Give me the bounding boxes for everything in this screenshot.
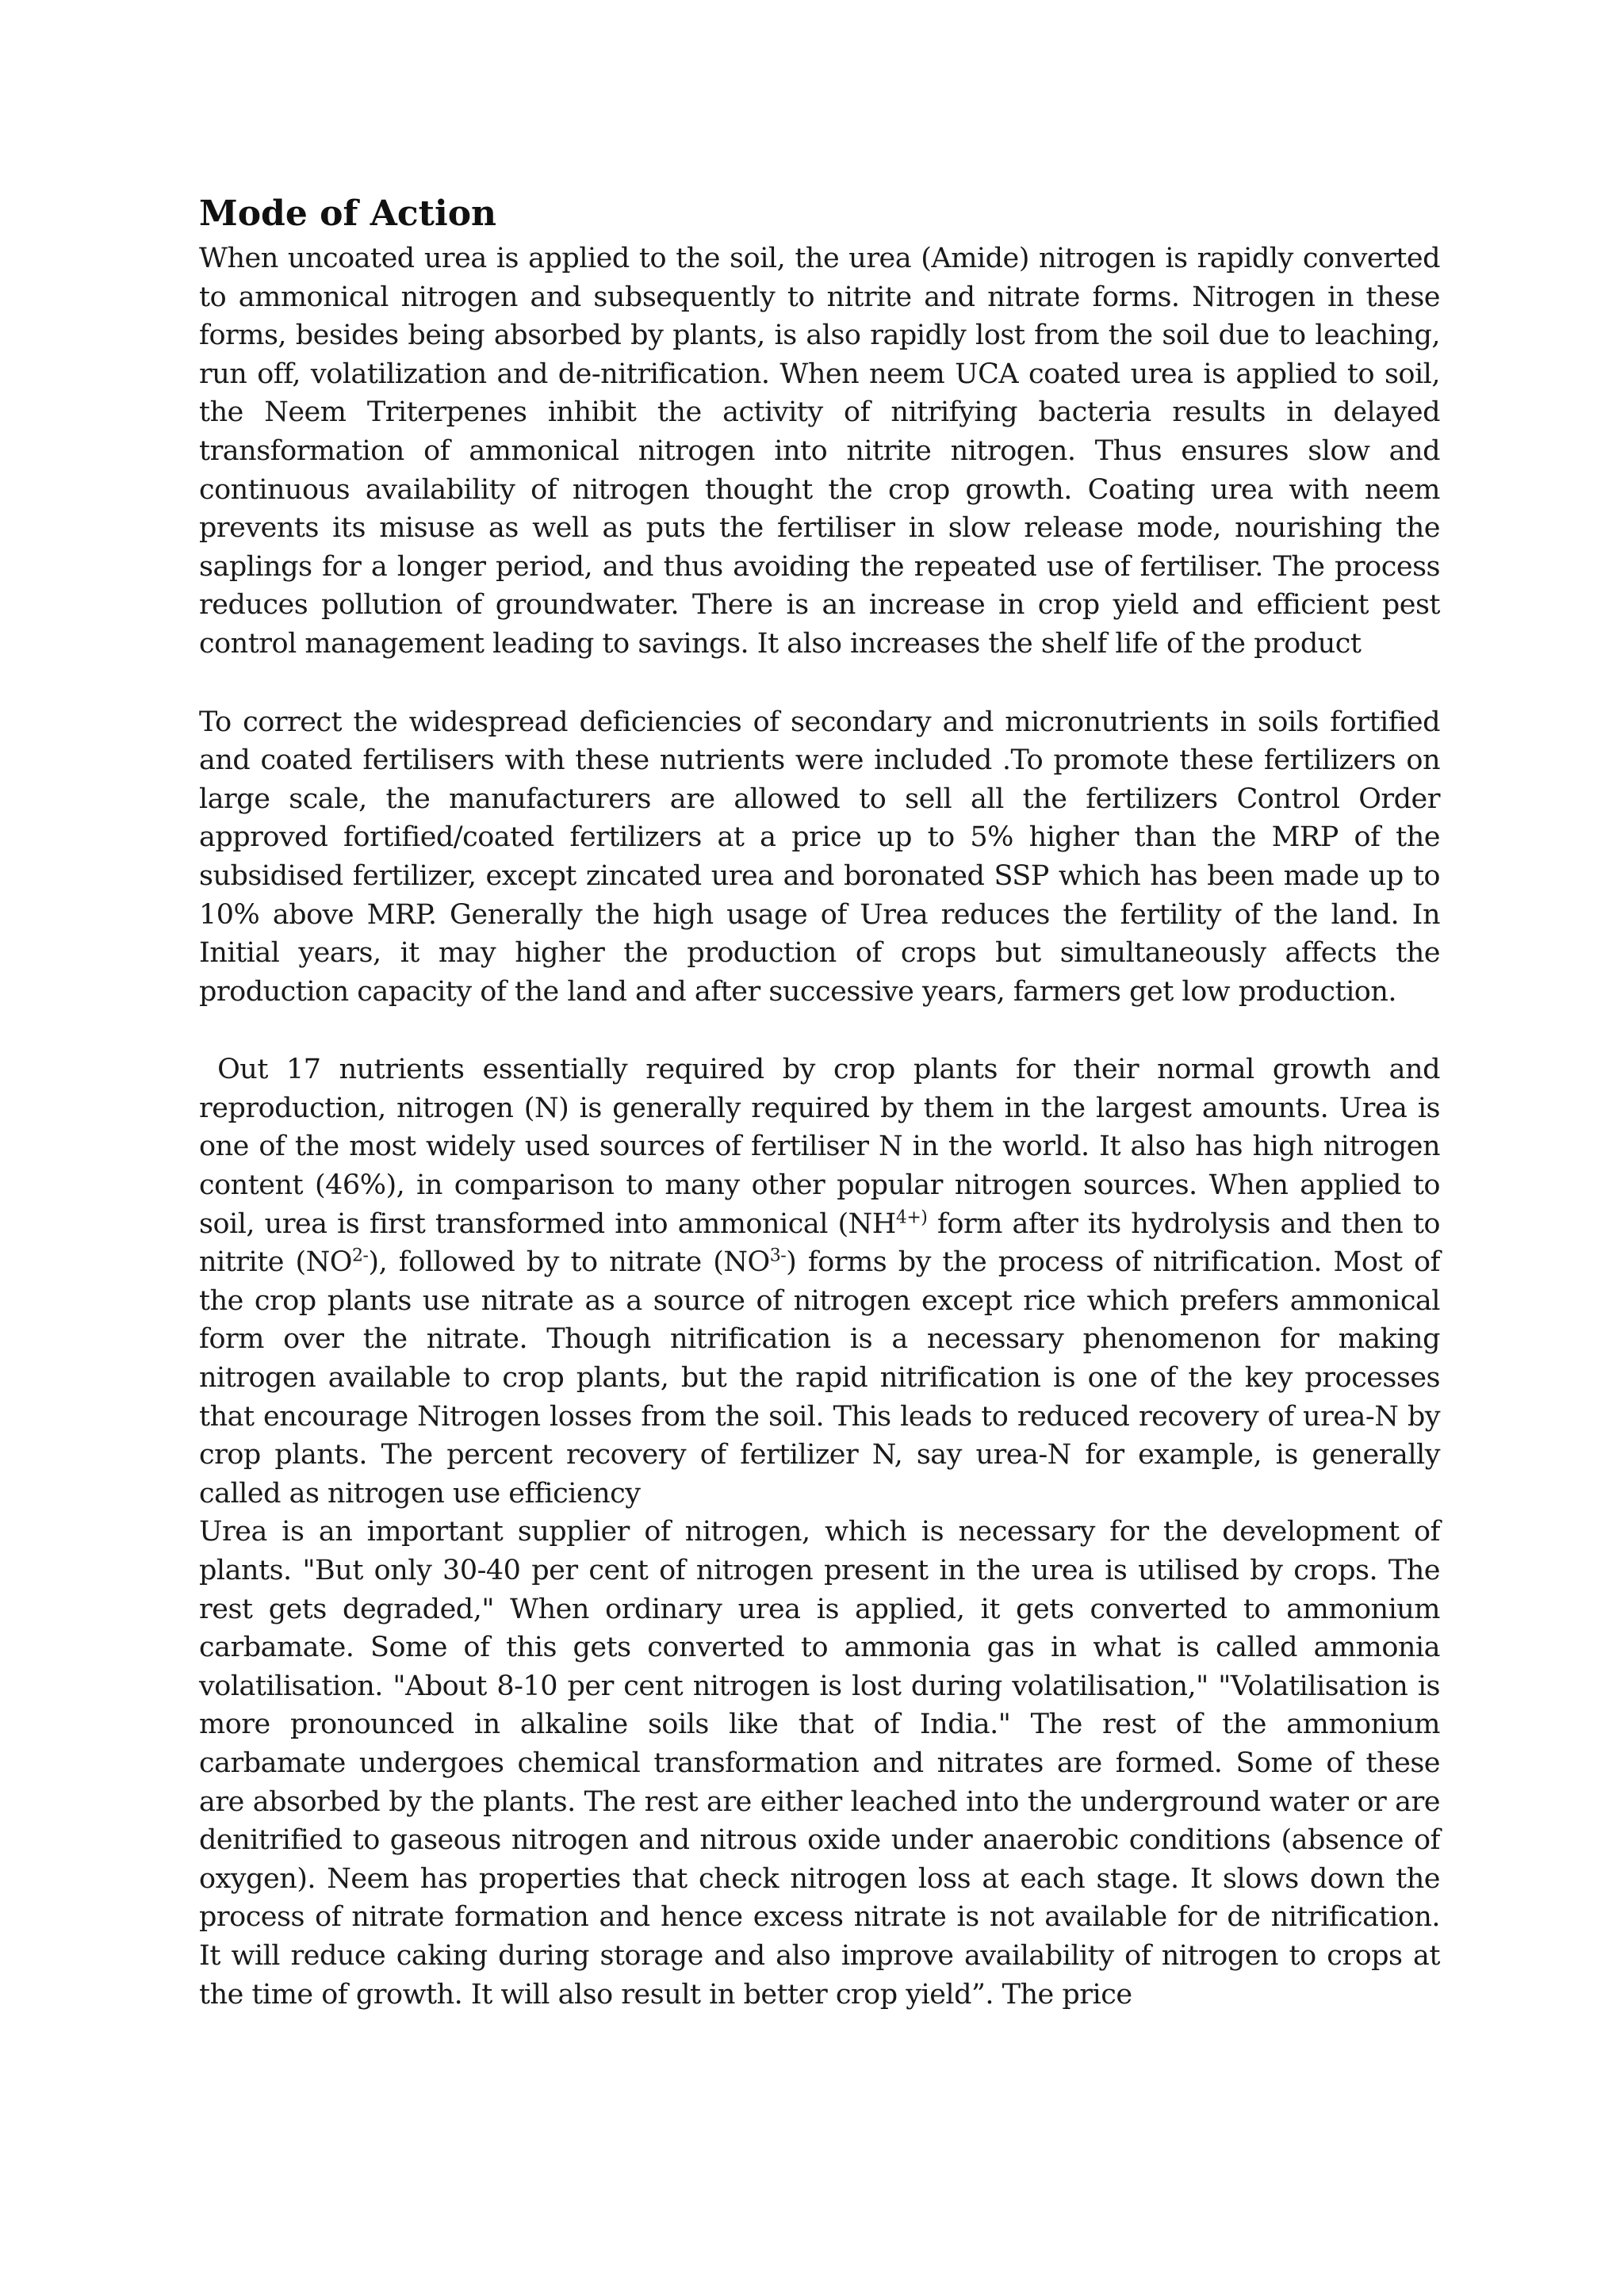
paragraph-fortified-fertilisers: To correct the widespread deficiencies of secondary and micronutrients in soils fortified and coated fertilisers with these nutrients were included .To promote these fertilizers on large scale, the manufacturers are allowed to sell all the fertilizers Control Order approved fortified/coated fertilizers at a price up to 5% higher than the MRP of the subsidised fertilizer, except zincated urea and boronated SSP which has been made up to 10% above MRP. Generally the high usage of Urea reduces the fertility of the land. In Initial years, it may higher the production of crops but simultaneously affects the production capacity of the land and after successive years, farmers get low production. [199,706,1440,1008]
paragraph-nitrogen-nutrients [199,1050,1449,1513]
text-run: Out 17 nutrients essentially required by crop plants for their normal growth and reproduction, nitrogen (N) is generally required by them in the largest amounts. Urea is one of the most widely used sources of fertiliser N in the world. It also has high nitrogen content (46%), in comparison to many other popular nitrogen sources. When applied to soil, urea is first transformed into ammonical (NH [199,1054,1449,1240]
paragraph-mode-of-action: When uncoated urea is applied to the soil, the urea (Amide) nitrogen is rapidly converted to ammonical nitrogen and subsequently to nitrite and nitrate forms. Nitrogen in these forms, besides being absorbed by plants, is also rapidly lost from the soil due to leaching, run off, volatilization and de-nitrification. When neem UCA coated urea is applied to soil, the Neem Triterpenes inhibit the activity of nitrifying bacteria results in delayed transformation of ammonical nitrogen into nitrite nitrogen. Thus ensures slow and continuous availability of nitrogen thought the crop growth. Coating urea with neem prevents its misuse as well as puts the fertiliser in slow release mode, nourishing the saplings for a longer period, and thus avoiding the repeated use of fertiliser. The process reduces pollution of groundwater. There is an increase in crop yield and efficient pest control management leading to savings. It also increases the shelf life of the product [199,243,1440,660]
paragraph-urea-nitrogen-loss: Urea is an important supplier of nitrogen, which is necessary for the development of plants. "But only 30-40 per cent of nitrogen present in the urea is utilised by crops. The rest gets degraded," When ordinary urea is applied, it gets converted to ammonium carbamate. Some of this gets converted to ammonia gas in what is called ammonia volatilisation. "About 8-10 per cent nitrogen is lost during volatilisation," "Volatilisation is more pronounced in alkaline soils like that of India." The rest of the ammonium carbamate undergoes chemical transformation and nitrates are formed. Some of these are absorbed by the plants. The rest are either leached into the underground water or are denitrified to gaseous nitrogen and nitrous oxide under anaerobic conditions (absence of oxygen). Neem has properties that check nitrogen loss at each stage. It slows down the process of nitrate formation and hence excess nitrate is not available for de nitrification. It will reduce caking during storage and also improve availability of nitrogen to crops at the time of growth. It will also result in better crop yield”. The price [199,1516,1440,2011]
superscript: 4+) [895,1207,928,1227]
document-body [199,190,1449,2014]
paragraph-gap [199,664,1440,703]
superscript: 3- [769,1246,787,1266]
text-run: ) forms by the process of nitrification. Most of the crop plants use nitrate as a source of nitrogen except rice which prefers ammonical form over the nitrate. Though nitrification is a necessary phenomenon for making nitrogen available to crop plants, but the rapid nitrification is one of the key processes that encourage Nitrogen losses from the soil. This leads to reduced recovery of urea-N by crop plants. The percent recovery of fertilizer N, say urea-N for example, is generally called as nitrogen use efficiency [199,1246,1449,1510]
paragraph-gap [199,1011,1440,1050]
section-heading: Mode of Action [199,193,497,234]
text-run: form after its hydrolysis and then to nitrite (NO [199,1207,1449,1279]
superscript: 2- [351,1246,369,1266]
text-run: ), followed by to nitrate (NO [368,1246,770,1279]
